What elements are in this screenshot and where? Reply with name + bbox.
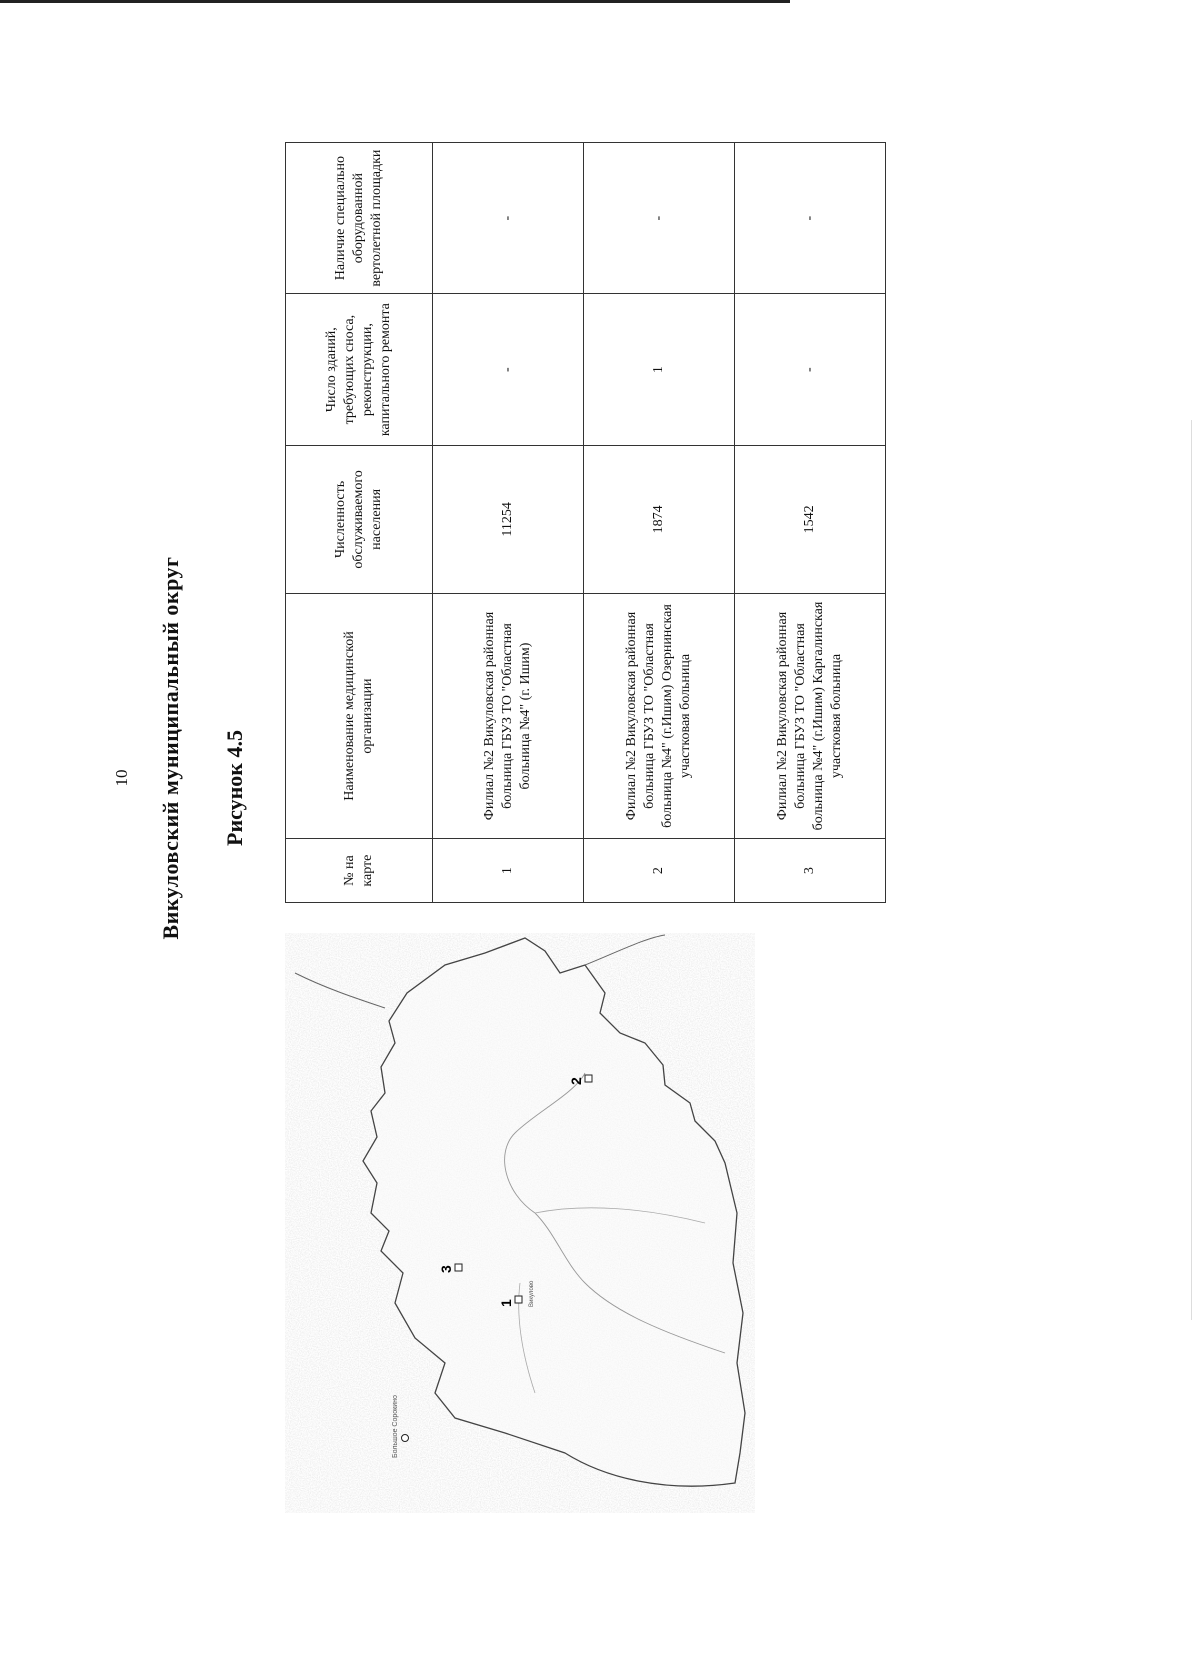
table-row bbox=[433, 143, 584, 903]
cell-map-number: 3 bbox=[735, 839, 886, 903]
district-title: Викуловский муниципальный округ bbox=[158, 556, 183, 940]
district-map bbox=[285, 933, 755, 1513]
table-row bbox=[735, 143, 886, 903]
marker-label-3: 3 bbox=[438, 1265, 454, 1273]
cell-buildings-repair: - bbox=[735, 294, 886, 446]
medical-organizations-table bbox=[285, 142, 886, 903]
marker-label-2: 2 bbox=[568, 1077, 584, 1085]
cell-organization-name: Филиал №2 Викуловская районная больница ГБУЗ ТО "Областная больница №4" (г.Ишим) Каргалинская участковая больница bbox=[735, 593, 886, 838]
cell-buildings-repair: - bbox=[433, 294, 584, 446]
cell-helipad: - bbox=[433, 143, 584, 294]
header-map-number: № на карте bbox=[286, 839, 433, 903]
figure-label: Рисунок 4.5 bbox=[222, 730, 247, 846]
marker-label-1: 1 bbox=[498, 1299, 514, 1307]
cell-map-number: 2 bbox=[584, 839, 735, 903]
cell-organization-name: Филиал №2 Викуловская районная больница ГБУЗ ТО "Областная больница №4" (г.Ишим) Озернинская участковая больница bbox=[584, 593, 735, 838]
page-number: 10 bbox=[112, 769, 131, 787]
cell-population: 11254 bbox=[433, 445, 584, 593]
header-population: Численность обслуживаемого населения bbox=[286, 445, 433, 593]
header-organization-name: Наименование медицинской организации bbox=[286, 593, 433, 838]
table-row bbox=[584, 143, 735, 903]
cell-helipad: - bbox=[584, 143, 735, 294]
table-header-row bbox=[286, 143, 433, 903]
header-helipad: Наличие специально оборудованной вертолетной площадки bbox=[286, 143, 433, 294]
cell-population: 1874 bbox=[584, 445, 735, 593]
extra-place-label: Большое Сорокино bbox=[392, 1395, 399, 1458]
cell-helipad: - bbox=[735, 143, 886, 294]
cell-map-number: 1 bbox=[433, 839, 584, 903]
cell-population: 1542 bbox=[735, 445, 886, 593]
cell-organization-name: Филиал №2 Викуловская районная больница ГБУЗ ТО "Областная больница №4" (г. Ишим) bbox=[433, 593, 584, 838]
marker-place-1: Викулово bbox=[529, 1280, 535, 1307]
cell-buildings-repair: 1 bbox=[584, 294, 735, 446]
header-buildings-repair: Число зданий, требующих сноса, реконструкции, капитального ремонта bbox=[286, 294, 433, 446]
